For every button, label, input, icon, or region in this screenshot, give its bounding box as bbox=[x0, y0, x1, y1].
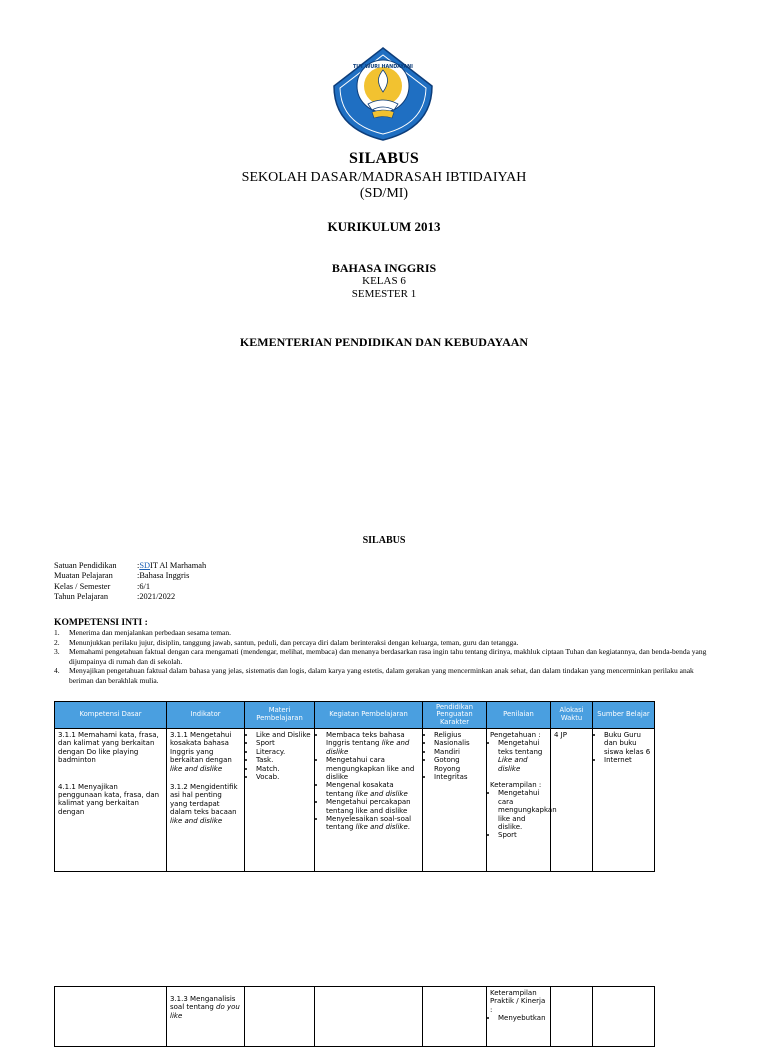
indikator-text-part: 3.1.3 Menganalisis soal tentang bbox=[170, 995, 236, 1012]
info-row bbox=[54, 571, 206, 581]
ki-item bbox=[54, 647, 714, 666]
penilaian-item bbox=[498, 739, 547, 773]
kegiatan-text: Mengenal kosakata tentang bbox=[326, 781, 394, 798]
ki-number: 4. bbox=[54, 666, 60, 676]
ki-item bbox=[54, 666, 714, 685]
sd-link[interactable]: SD bbox=[139, 561, 151, 570]
penilaian-cell bbox=[487, 987, 551, 1047]
grade: KELAS 6 bbox=[362, 275, 406, 287]
ki-number: 2. bbox=[54, 637, 60, 647]
penilaian-cell bbox=[487, 729, 557, 872]
indikator-cell bbox=[167, 729, 245, 872]
karakter-item: • Nasionalis bbox=[434, 739, 483, 747]
sumber-cell bbox=[593, 987, 655, 1047]
kompetensi-inti-list bbox=[54, 628, 714, 686]
table-header-row bbox=[55, 702, 655, 729]
info-value: IT Al Marhamah bbox=[150, 561, 207, 570]
ki-item bbox=[54, 628, 714, 638]
info-row bbox=[54, 582, 206, 592]
indikator-text-italic: do you like bbox=[170, 1003, 240, 1020]
kompetensi-dasar-cell bbox=[55, 987, 167, 1047]
kd-text: 3.1.1 Memahami kata, frasa, dan kalimat yang berkaitan dengan Do like playing badminton bbox=[58, 731, 159, 765]
cover-title: SILABUS bbox=[349, 150, 419, 167]
penilaian-title: Keterampilan Praktik / Kinerja : bbox=[490, 989, 546, 1014]
sumber-item: • Internet bbox=[604, 756, 651, 764]
col-header: Alokasi Waktu bbox=[551, 702, 593, 729]
penilaian-item: • Menyebutkan bbox=[498, 1014, 547, 1022]
penilaian-text-italic: Like and dislike bbox=[498, 756, 528, 773]
info-colon: : bbox=[137, 581, 140, 591]
karakter-item: • Mandiri bbox=[434, 748, 483, 756]
info-colon: : bbox=[137, 561, 140, 570]
table-row bbox=[55, 729, 655, 872]
info-block bbox=[54, 561, 206, 602]
page-title: SILABUS bbox=[362, 535, 406, 546]
kegiatan-text: Mengetahui cara mengungkapkan like and dislike bbox=[326, 756, 415, 782]
penilaian-title: Keterampilan : bbox=[490, 781, 542, 790]
info-colon: : bbox=[137, 571, 140, 581]
info-value: 2021/2022 bbox=[139, 591, 176, 601]
penilaian-item: • Sport bbox=[498, 831, 547, 839]
materi-cell bbox=[245, 729, 315, 872]
kegiatan-text: Membaca teks bahasa Inggris tentang bbox=[326, 731, 405, 748]
col-header: Penilaian bbox=[487, 702, 551, 729]
kompetensi-inti-title: KOMPETENSI INTI : bbox=[54, 617, 148, 628]
karakter-item: • Gotong Royong bbox=[434, 756, 483, 773]
materi-item: • Like and Dislike bbox=[256, 731, 311, 739]
kegiatan-text: Mengetahui percakapan tentang like and dislike bbox=[326, 798, 411, 815]
materi-item: • Task. bbox=[256, 756, 311, 764]
indikator-text-italic: like and dislike bbox=[170, 816, 223, 825]
kompetensi-dasar-cell bbox=[55, 729, 167, 872]
curriculum: KURIKULUM 2013 bbox=[327, 219, 441, 234]
col-header: Kompetensi Dasar bbox=[55, 702, 167, 729]
ki-text: Menyajikan pengetahuan faktual dalam bahasa yang jelas, sistematis dan logis, dalam karya yang estetis, dalam gerakan yang mencerminkan anak sehat, dan dalam tindakan yang mencerminkan perilaku anak beriman dan berakhlak mulia. bbox=[69, 666, 694, 685]
col-header: Kegiatan Pembelajaran bbox=[315, 702, 423, 729]
materi-item: • Vocab. bbox=[256, 773, 311, 781]
school-line-1: SEKOLAH DASAR/MADRASAH IBTIDAIYAH bbox=[241, 170, 527, 185]
semester: SEMESTER 1 bbox=[351, 288, 417, 300]
indikator-text-part: 3.1.2 Mengidentifik asi hal penting yang terdapat dalam teks bacaan bbox=[170, 783, 238, 817]
sumber-item: • Buku Guru dan buku siswa kelas 6 bbox=[604, 731, 651, 756]
kd-text: 4.1.1 Menyajikan penggunaan kata, frasa, dan kalimat yang berkaitan dengan bbox=[58, 782, 160, 816]
karakter-item: • Religius bbox=[434, 731, 483, 739]
ki-text: Memahami pengetahuan faktual dengan cara mengamati (mendengar, melihat, membaca) dan menanya berdasarkan rasa ingin tahu tentang dirinya, makhluk ciptaan Tuhan dan kegiatannya, dan benda-benda yang dijumpainya di rumah dan di sekolah. bbox=[69, 647, 707, 666]
kegiatan-item bbox=[326, 756, 419, 781]
karakter-cell bbox=[423, 987, 487, 1047]
indikator-cell bbox=[167, 987, 245, 1047]
kegiatan-item bbox=[326, 798, 419, 815]
col-header: Pendidikan Penguatan Karakter bbox=[423, 702, 487, 729]
info-label: Muatan Pelajaran bbox=[54, 571, 113, 581]
materi-item: • Match. bbox=[256, 765, 311, 773]
info-label: Kelas / Semester bbox=[54, 581, 111, 591]
info-colon: : bbox=[137, 591, 140, 601]
school-line-2: (SD/MI) bbox=[359, 186, 409, 201]
indikator-text bbox=[170, 783, 241, 825]
info-value: 6/1 bbox=[139, 581, 151, 591]
kegiatan-item bbox=[326, 731, 419, 756]
col-header: Sumber Belajar bbox=[593, 702, 655, 729]
indikator-text bbox=[170, 731, 241, 773]
ki-number: 3. bbox=[54, 647, 60, 657]
penilaian-item: • Mengetahui cara mengungkapkan like and dislike. bbox=[498, 789, 547, 831]
ki-text: Menunjukkan perilaku jujur, disiplin, tanggung jawab, santun, peduli, dan percaya diri dalam berinteraksi dengan keluarga, teman, guru dan tetangga. bbox=[69, 637, 519, 647]
ki-number: 1. bbox=[54, 628, 60, 637]
subject: BAHASA INGGRIS bbox=[331, 261, 437, 275]
penilaian-title: Pengetahuan : bbox=[490, 731, 541, 739]
kegiatan-text-italic: like and dislike bbox=[355, 789, 408, 798]
silabus-table-continued bbox=[54, 986, 655, 1047]
ki-text: Menerima dan menjalankan perbedaan sesama teman. bbox=[69, 628, 232, 637]
info-row bbox=[54, 561, 206, 571]
kegiatan-item bbox=[326, 815, 419, 832]
alokasi-cell bbox=[551, 987, 593, 1047]
ki-item bbox=[54, 638, 714, 648]
kegiatan-text-end: . bbox=[407, 823, 411, 832]
sumber-cell bbox=[593, 729, 655, 872]
kegiatan-cell bbox=[315, 987, 423, 1047]
indikator-text-part: 3.1.1 Mengetahui kosakata bahasa Inggris yang berkaitan dengan bbox=[170, 731, 232, 765]
ministry: KEMENTERIAN PENDIDIKAN DAN KEBUDAYAAN bbox=[239, 335, 529, 349]
materi-item: • Sport bbox=[256, 739, 311, 747]
tut-wuri-handayani-logo bbox=[328, 46, 438, 142]
col-header: Indikator bbox=[167, 702, 245, 729]
kegiatan-text: Menyelesaikan soal-soal tentang bbox=[326, 815, 412, 832]
alokasi-cell: 4 JP bbox=[551, 729, 593, 872]
col-header: Materi Pembelajaran bbox=[245, 702, 315, 729]
info-row bbox=[54, 592, 206, 602]
info-label: Tahun Pelajaran bbox=[54, 591, 109, 601]
materi-cell bbox=[245, 987, 315, 1047]
kegiatan-text-italic: like and dislike bbox=[355, 823, 408, 832]
karakter-item: • Integritas bbox=[434, 773, 483, 781]
kegiatan-cell bbox=[315, 729, 423, 872]
silabus-table bbox=[54, 701, 655, 872]
info-value: Bahasa Inggris bbox=[139, 571, 190, 581]
logo-motto: TUT WURI HANDAYANI bbox=[353, 65, 413, 70]
table-row bbox=[55, 987, 655, 1047]
penilaian-text: Mengetahui teks tentang bbox=[498, 739, 543, 756]
kegiatan-text-italic: like and dislike bbox=[326, 739, 410, 756]
info-label: Satuan Pendidikan bbox=[54, 561, 117, 570]
indikator-text-italic: like and dislike bbox=[170, 764, 223, 773]
materi-item: • Literacy. bbox=[256, 748, 311, 756]
karakter-cell bbox=[423, 729, 487, 872]
kegiatan-item bbox=[326, 781, 419, 798]
